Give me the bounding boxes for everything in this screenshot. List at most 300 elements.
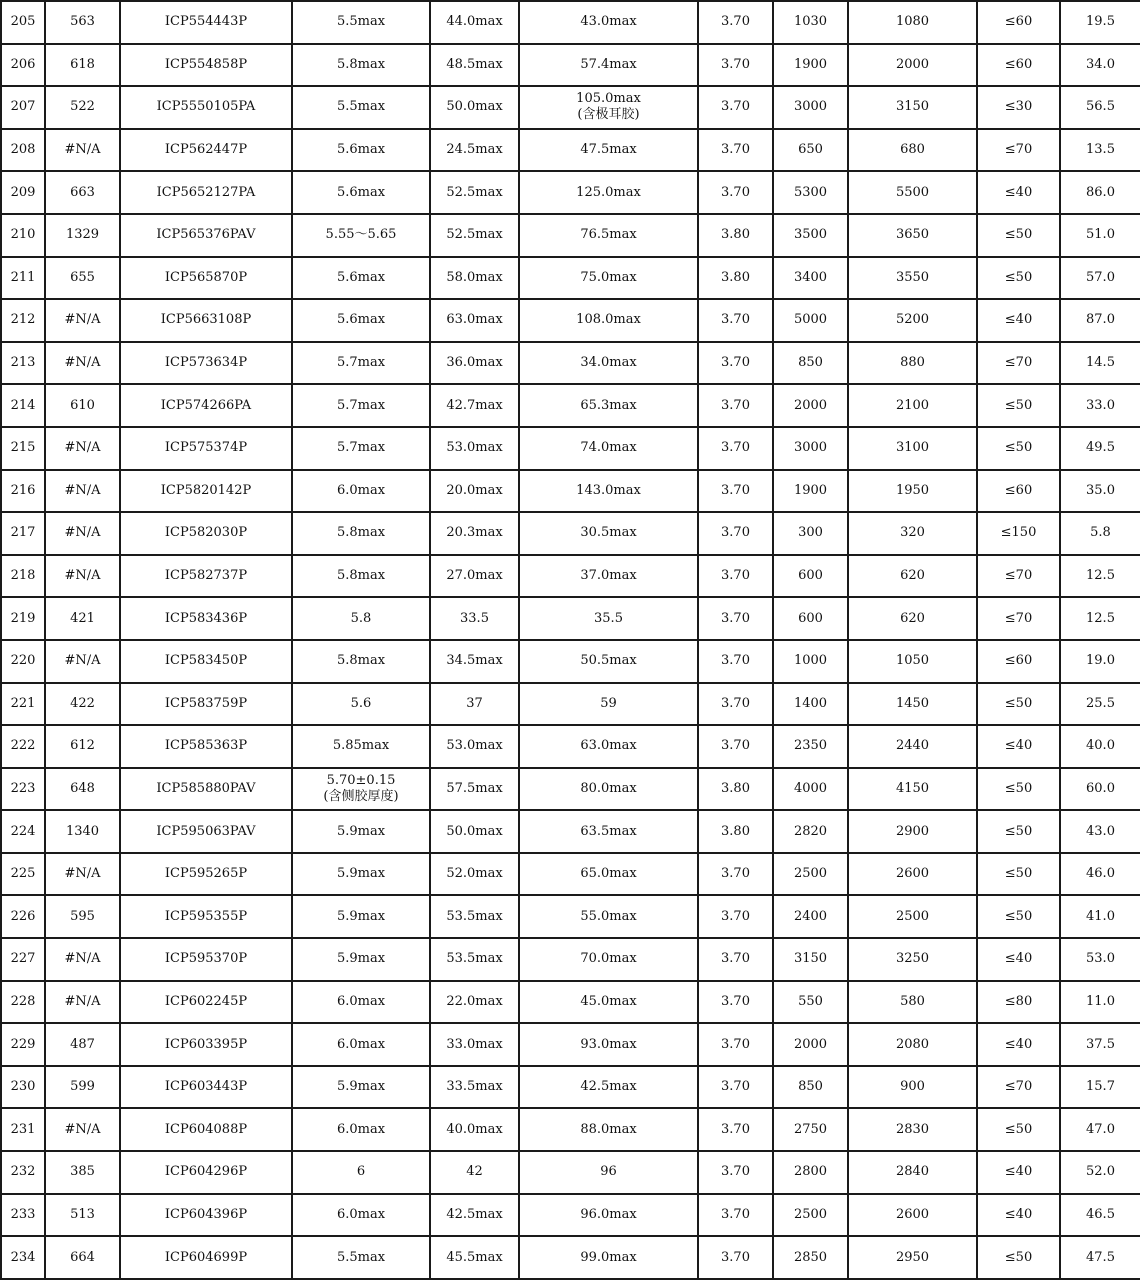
table-row — [1, 597, 1140, 640]
cell-weight: 43.0 — [1060, 810, 1140, 853]
cell-no: 233 — [1, 1194, 45, 1237]
table-row — [1, 470, 1140, 513]
table-row — [1, 853, 1140, 896]
cell-thickness: 5.9max — [292, 810, 430, 853]
cell-width: 33.5max — [430, 1066, 519, 1109]
cell-model: ICP582737P — [120, 555, 292, 598]
cell-width: 50.0max — [430, 86, 519, 129]
cell-length: 70.0max — [519, 938, 698, 981]
cell-capacity_typ: 900 — [848, 1066, 977, 1109]
cell-capacity_typ: 2600 — [848, 853, 977, 896]
cell-ref: 655 — [45, 257, 120, 300]
table-body — [1, 1, 1140, 1279]
cell-capacity_min: 2000 — [773, 1023, 848, 1066]
cell-thickness: 5.85max — [292, 725, 430, 768]
cell-no: 205 — [1, 1, 45, 44]
cell-ref: #N/A — [45, 470, 120, 513]
table-row — [1, 640, 1140, 683]
cell-thickness: 5.5max — [292, 1236, 430, 1279]
cell-width: 58.0max — [430, 257, 519, 300]
cell-voltage: 3.70 — [698, 342, 773, 385]
cell-voltage: 3.70 — [698, 470, 773, 513]
cell-voltage: 3.70 — [698, 981, 773, 1024]
cell-resistance: ≤150 — [977, 512, 1060, 555]
cell-model: ICP603395P — [120, 1023, 292, 1066]
cell-thickness: 5.8max — [292, 555, 430, 598]
cell-voltage: 3.70 — [698, 129, 773, 172]
table-row — [1, 938, 1140, 981]
cell-model: ICP604699P — [120, 1236, 292, 1279]
cell-capacity_min: 2850 — [773, 1236, 848, 1279]
table-row — [1, 1108, 1140, 1151]
cell-weight: 12.5 — [1060, 597, 1140, 640]
cell-thickness: 5.9max — [292, 853, 430, 896]
cell-weight: 52.0 — [1060, 1151, 1140, 1194]
cell-capacity_min: 4000 — [773, 768, 848, 811]
cell-width: 33.5 — [430, 597, 519, 640]
cell-ref: 1340 — [45, 810, 120, 853]
cell-weight: 12.5 — [1060, 555, 1140, 598]
cell-voltage: 3.70 — [698, 895, 773, 938]
cell-model: ICP595355P — [120, 895, 292, 938]
cell-width: 52.0max — [430, 853, 519, 896]
cell-no: 206 — [1, 44, 45, 87]
cell-thickness: 6.0max — [292, 1194, 430, 1237]
cell-voltage: 3.70 — [698, 299, 773, 342]
cell-no: 219 — [1, 597, 45, 640]
cell-length: 65.3max — [519, 384, 698, 427]
cell-thickness: 5.5max — [292, 1, 430, 44]
cell-model: ICP603443P — [120, 1066, 292, 1109]
cell-thickness: 5.7max — [292, 427, 430, 470]
cell-resistance: ≤50 — [977, 257, 1060, 300]
cell-thickness: 5.6 — [292, 683, 430, 726]
cell-capacity_typ: 3550 — [848, 257, 977, 300]
cell-no: 215 — [1, 427, 45, 470]
table-row — [1, 1194, 1140, 1237]
cell-capacity_min: 3000 — [773, 86, 848, 129]
cell-capacity_min: 3500 — [773, 214, 848, 257]
cell-length: 30.5max — [519, 512, 698, 555]
table-row — [1, 257, 1140, 300]
cell-no: 234 — [1, 1236, 45, 1279]
cell-capacity_min: 300 — [773, 512, 848, 555]
cell-capacity_min: 2350 — [773, 725, 848, 768]
cell-weight: 35.0 — [1060, 470, 1140, 513]
cell-capacity_min: 3150 — [773, 938, 848, 981]
cell-weight: 53.0 — [1060, 938, 1140, 981]
cell-capacity_min: 850 — [773, 1066, 848, 1109]
cell-ref: 664 — [45, 1236, 120, 1279]
cell-resistance: ≤40 — [977, 1194, 1060, 1237]
cell-length: 96 — [519, 1151, 698, 1194]
cell-ref: 1329 — [45, 214, 120, 257]
cell-thickness: 6.0max — [292, 1108, 430, 1151]
cell-resistance: ≤60 — [977, 1, 1060, 44]
cell-weight: 47.5 — [1060, 1236, 1140, 1279]
cell-line: (含极耳胶) — [577, 107, 640, 123]
cell-capacity_typ: 320 — [848, 512, 977, 555]
cell-capacity_typ: 2840 — [848, 1151, 977, 1194]
cell-voltage: 3.70 — [698, 1023, 773, 1066]
cell-no: 224 — [1, 810, 45, 853]
cell-width: 52.5max — [430, 171, 519, 214]
cell-ref: #N/A — [45, 853, 120, 896]
cell-voltage: 3.70 — [698, 853, 773, 896]
cell-capacity_typ: 2440 — [848, 725, 977, 768]
cell-resistance: ≤40 — [977, 299, 1060, 342]
cell-width: 20.3max — [430, 512, 519, 555]
cell-length: 35.5 — [519, 597, 698, 640]
cell-capacity_min: 2000 — [773, 384, 848, 427]
cell-model: ICP562447P — [120, 129, 292, 172]
cell-ref: #N/A — [45, 427, 120, 470]
cell-length: 80.0max — [519, 768, 698, 811]
cell-no: 209 — [1, 171, 45, 214]
cell-capacity_typ: 2500 — [848, 895, 977, 938]
cell-resistance: ≤50 — [977, 810, 1060, 853]
cell-resistance: ≤70 — [977, 555, 1060, 598]
cell-no: 211 — [1, 257, 45, 300]
cell-ref: 487 — [45, 1023, 120, 1066]
cell-length: 76.5max — [519, 214, 698, 257]
cell-model: ICP573634P — [120, 342, 292, 385]
cell-voltage: 3.70 — [698, 683, 773, 726]
cell-capacity_min: 2500 — [773, 1194, 848, 1237]
cell-line: (含侧胶厚度) — [323, 788, 399, 804]
cell-resistance: ≤50 — [977, 1236, 1060, 1279]
cell-resistance: ≤40 — [977, 725, 1060, 768]
cell-width: 52.5max — [430, 214, 519, 257]
cell-length: 65.0max — [519, 853, 698, 896]
cell-model: ICP574266PA — [120, 384, 292, 427]
cell-length: 63.5max — [519, 810, 698, 853]
cell-ref: 612 — [45, 725, 120, 768]
cell-voltage: 3.70 — [698, 1108, 773, 1151]
cell-resistance: ≤30 — [977, 86, 1060, 129]
cell-thickness: 5.9max — [292, 1066, 430, 1109]
cell-voltage: 3.70 — [698, 1151, 773, 1194]
cell-model: ICP554443P — [120, 1, 292, 44]
cell-voltage: 3.70 — [698, 171, 773, 214]
cell-capacity_min: 1900 — [773, 44, 848, 87]
cell-ref: 385 — [45, 1151, 120, 1194]
cell-width: 48.5max — [430, 44, 519, 87]
cell-weight: 25.5 — [1060, 683, 1140, 726]
cell-voltage: 3.70 — [698, 427, 773, 470]
cell-capacity_typ: 4150 — [848, 768, 977, 811]
cell-capacity_typ: 3150 — [848, 86, 977, 129]
cell-weight: 13.5 — [1060, 129, 1140, 172]
cell-resistance: ≤60 — [977, 470, 1060, 513]
cell-thickness: 5.8 — [292, 597, 430, 640]
cell-model: ICP554858P — [120, 44, 292, 87]
cell-voltage: 3.70 — [698, 384, 773, 427]
cell-length: 59 — [519, 683, 698, 726]
cell-model: ICP602245P — [120, 981, 292, 1024]
cell-length: 75.0max — [519, 257, 698, 300]
cell-width: 36.0max — [430, 342, 519, 385]
cell-length: 45.0max — [519, 981, 698, 1024]
cell-voltage: 3.80 — [698, 214, 773, 257]
cell-length: 50.5max — [519, 640, 698, 683]
cell-thickness: 5.6max — [292, 129, 430, 172]
cell-length: 37.0max — [519, 555, 698, 598]
cell-no: 208 — [1, 129, 45, 172]
cell-voltage: 3.70 — [698, 86, 773, 129]
cell-capacity_typ: 3100 — [848, 427, 977, 470]
cell-thickness: 5.9max — [292, 938, 430, 981]
cell-capacity_typ: 1050 — [848, 640, 977, 683]
table-row — [1, 129, 1140, 172]
cell-capacity_min: 1000 — [773, 640, 848, 683]
cell-length: 125.0max — [519, 171, 698, 214]
cell-width: 27.0max — [430, 555, 519, 598]
cell-thickness: 5.6max — [292, 257, 430, 300]
cell-ref: 648 — [45, 768, 120, 811]
cell-no: 230 — [1, 1066, 45, 1109]
cell-voltage: 3.80 — [698, 810, 773, 853]
cell-no: 216 — [1, 470, 45, 513]
cell-resistance: ≤70 — [977, 597, 1060, 640]
cell-voltage: 3.70 — [698, 512, 773, 555]
cell-length: 63.0max — [519, 725, 698, 768]
cell-capacity_min: 1400 — [773, 683, 848, 726]
cell-weight: 60.0 — [1060, 768, 1140, 811]
cell-resistance: ≤50 — [977, 683, 1060, 726]
cell-capacity_min: 2800 — [773, 1151, 848, 1194]
cell-model: ICP583759P — [120, 683, 292, 726]
cell-width: 53.0max — [430, 725, 519, 768]
cell-no: 223 — [1, 768, 45, 811]
cell-thickness: 5.6max — [292, 171, 430, 214]
cell-resistance: ≤50 — [977, 1108, 1060, 1151]
cell-no: 207 — [1, 86, 45, 129]
table-row — [1, 981, 1140, 1024]
cell-ref: #N/A — [45, 555, 120, 598]
table-row — [1, 512, 1140, 555]
cell-thickness: 5.8max — [292, 512, 430, 555]
table-row — [1, 427, 1140, 470]
cell-no: 220 — [1, 640, 45, 683]
cell-ref: 421 — [45, 597, 120, 640]
cell-width: 22.0max — [430, 981, 519, 1024]
cell-weight: 14.5 — [1060, 342, 1140, 385]
cell-length: 74.0max — [519, 427, 698, 470]
cell-model: ICP5550105PA — [120, 86, 292, 129]
cell-capacity_min: 2500 — [773, 853, 848, 896]
cell-width: 24.5max — [430, 129, 519, 172]
table-row — [1, 1066, 1140, 1109]
cell-model: ICP575374P — [120, 427, 292, 470]
cell-model: ICP595265P — [120, 853, 292, 896]
cell-capacity_typ: 2100 — [848, 384, 977, 427]
cell-no: 222 — [1, 725, 45, 768]
cell-resistance: ≤80 — [977, 981, 1060, 1024]
cell-length: 143.0max — [519, 470, 698, 513]
cell-length — [519, 86, 698, 129]
cell-width: 42.5max — [430, 1194, 519, 1237]
cell-weight: 41.0 — [1060, 895, 1140, 938]
cell-capacity_typ: 2080 — [848, 1023, 977, 1066]
cell-no: 229 — [1, 1023, 45, 1066]
cell-weight: 46.5 — [1060, 1194, 1140, 1237]
cell-resistance: ≤50 — [977, 895, 1060, 938]
cell-capacity_typ: 580 — [848, 981, 977, 1024]
cell-resistance: ≤40 — [977, 171, 1060, 214]
cell-no: 231 — [1, 1108, 45, 1151]
cell-model: ICP595370P — [120, 938, 292, 981]
cell-capacity_typ: 2600 — [848, 1194, 977, 1237]
cell-voltage: 3.70 — [698, 44, 773, 87]
cell-line: 105.0max — [576, 91, 641, 107]
cell-no: 214 — [1, 384, 45, 427]
cell-capacity_typ: 2950 — [848, 1236, 977, 1279]
cell-weight: 11.0 — [1060, 981, 1140, 1024]
cell-weight: 5.8 — [1060, 512, 1140, 555]
cell-ref: #N/A — [45, 299, 120, 342]
cell-voltage: 3.80 — [698, 257, 773, 300]
cell-resistance: ≤70 — [977, 1066, 1060, 1109]
cell-length: 108.0max — [519, 299, 698, 342]
cell-width: 45.5max — [430, 1236, 519, 1279]
cell-length: 96.0max — [519, 1194, 698, 1237]
cell-no: 232 — [1, 1151, 45, 1194]
table-row — [1, 810, 1140, 853]
cell-model: ICP604396P — [120, 1194, 292, 1237]
cell-capacity_min: 850 — [773, 342, 848, 385]
cell-width: 63.0max — [430, 299, 519, 342]
cell-capacity_min: 1030 — [773, 1, 848, 44]
cell-length: 57.4max — [519, 44, 698, 87]
cell-thickness: 6 — [292, 1151, 430, 1194]
cell-model: ICP604088P — [120, 1108, 292, 1151]
cell-voltage: 3.70 — [698, 725, 773, 768]
table-row — [1, 384, 1140, 427]
cell-width: 34.5max — [430, 640, 519, 683]
cell-thickness: 5.55～5.65 — [292, 214, 430, 257]
cell-weight: 19.0 — [1060, 640, 1140, 683]
cell-capacity_typ: 620 — [848, 555, 977, 598]
cell-capacity_min: 550 — [773, 981, 848, 1024]
cell-resistance: ≤50 — [977, 384, 1060, 427]
cell-thickness: 6.0max — [292, 470, 430, 513]
cell-width: 40.0max — [430, 1108, 519, 1151]
cell-voltage: 3.80 — [698, 768, 773, 811]
cell-ref: 663 — [45, 171, 120, 214]
cell-thickness: 5.8max — [292, 640, 430, 683]
table-row — [1, 895, 1140, 938]
cell-weight: 49.5 — [1060, 427, 1140, 470]
cell-weight: 57.0 — [1060, 257, 1140, 300]
cell-voltage: 3.70 — [698, 938, 773, 981]
cell-thickness: 5.9max — [292, 895, 430, 938]
cell-ref: 513 — [45, 1194, 120, 1237]
cell-model: ICP565870P — [120, 257, 292, 300]
cell-capacity_min: 5000 — [773, 299, 848, 342]
cell-ref: #N/A — [45, 1108, 120, 1151]
cell-capacity_typ: 1080 — [848, 1, 977, 44]
cell-no: 228 — [1, 981, 45, 1024]
cell-model: ICP582030P — [120, 512, 292, 555]
cell-width: 44.0max — [430, 1, 519, 44]
cell-resistance: ≤50 — [977, 214, 1060, 257]
cell-voltage: 3.70 — [698, 1066, 773, 1109]
cell-resistance: ≤50 — [977, 768, 1060, 811]
cell-no: 227 — [1, 938, 45, 981]
cell-length: 88.0max — [519, 1108, 698, 1151]
cell-no: 212 — [1, 299, 45, 342]
cell-no: 226 — [1, 895, 45, 938]
cell-capacity_typ: 2900 — [848, 810, 977, 853]
cell-capacity_min: 3400 — [773, 257, 848, 300]
cell-capacity_min: 650 — [773, 129, 848, 172]
cell-length: 43.0max — [519, 1, 698, 44]
cell-ref: 610 — [45, 384, 120, 427]
cell-ref: 422 — [45, 683, 120, 726]
cell-ref: #N/A — [45, 129, 120, 172]
cell-resistance: ≤50 — [977, 427, 1060, 470]
cell-ref: #N/A — [45, 342, 120, 385]
cell-ref: 522 — [45, 86, 120, 129]
cell-model: ICP583450P — [120, 640, 292, 683]
table-row — [1, 299, 1140, 342]
cell-model: ICP585880PAV — [120, 768, 292, 811]
cell-resistance: ≤40 — [977, 1151, 1060, 1194]
cell-weight: 34.0 — [1060, 44, 1140, 87]
cell-length: 42.5max — [519, 1066, 698, 1109]
cell-no: 217 — [1, 512, 45, 555]
cell-ref: #N/A — [45, 512, 120, 555]
cell-model: ICP5663108P — [120, 299, 292, 342]
cell-thickness: 6.0max — [292, 1023, 430, 1066]
cell-weight: 46.0 — [1060, 853, 1140, 896]
cell-thickness: 5.6max — [292, 299, 430, 342]
cell-weight: 15.7 — [1060, 1066, 1140, 1109]
cell-width: 20.0max — [430, 470, 519, 513]
cell-no: 221 — [1, 683, 45, 726]
cell-ref: 599 — [45, 1066, 120, 1109]
cell-model: ICP585363P — [120, 725, 292, 768]
cell-no: 218 — [1, 555, 45, 598]
cell-no: 225 — [1, 853, 45, 896]
cell-weight: 33.0 — [1060, 384, 1140, 427]
cell-weight: 40.0 — [1060, 725, 1140, 768]
cell-voltage: 3.70 — [698, 1194, 773, 1237]
table-row — [1, 342, 1140, 385]
cell-capacity_min: 2400 — [773, 895, 848, 938]
cell-capacity_typ: 880 — [848, 342, 977, 385]
cell-width: 42.7max — [430, 384, 519, 427]
table-row — [1, 171, 1140, 214]
cell-capacity_typ: 620 — [848, 597, 977, 640]
cell-capacity_typ: 5500 — [848, 171, 977, 214]
cell-ref: 563 — [45, 1, 120, 44]
cell-capacity_typ: 680 — [848, 129, 977, 172]
cell-ref: #N/A — [45, 640, 120, 683]
cell-capacity_typ: 3250 — [848, 938, 977, 981]
cell-ref: #N/A — [45, 981, 120, 1024]
table-row — [1, 683, 1140, 726]
cell-ref: #N/A — [45, 938, 120, 981]
cell-capacity_min: 5300 — [773, 171, 848, 214]
cell-resistance: ≤60 — [977, 44, 1060, 87]
table-row — [1, 768, 1140, 811]
cell-no: 210 — [1, 214, 45, 257]
cell-line: 5.70±0.15 — [326, 772, 396, 788]
cell-resistance: ≤40 — [977, 938, 1060, 981]
cell-thickness: 5.7max — [292, 384, 430, 427]
